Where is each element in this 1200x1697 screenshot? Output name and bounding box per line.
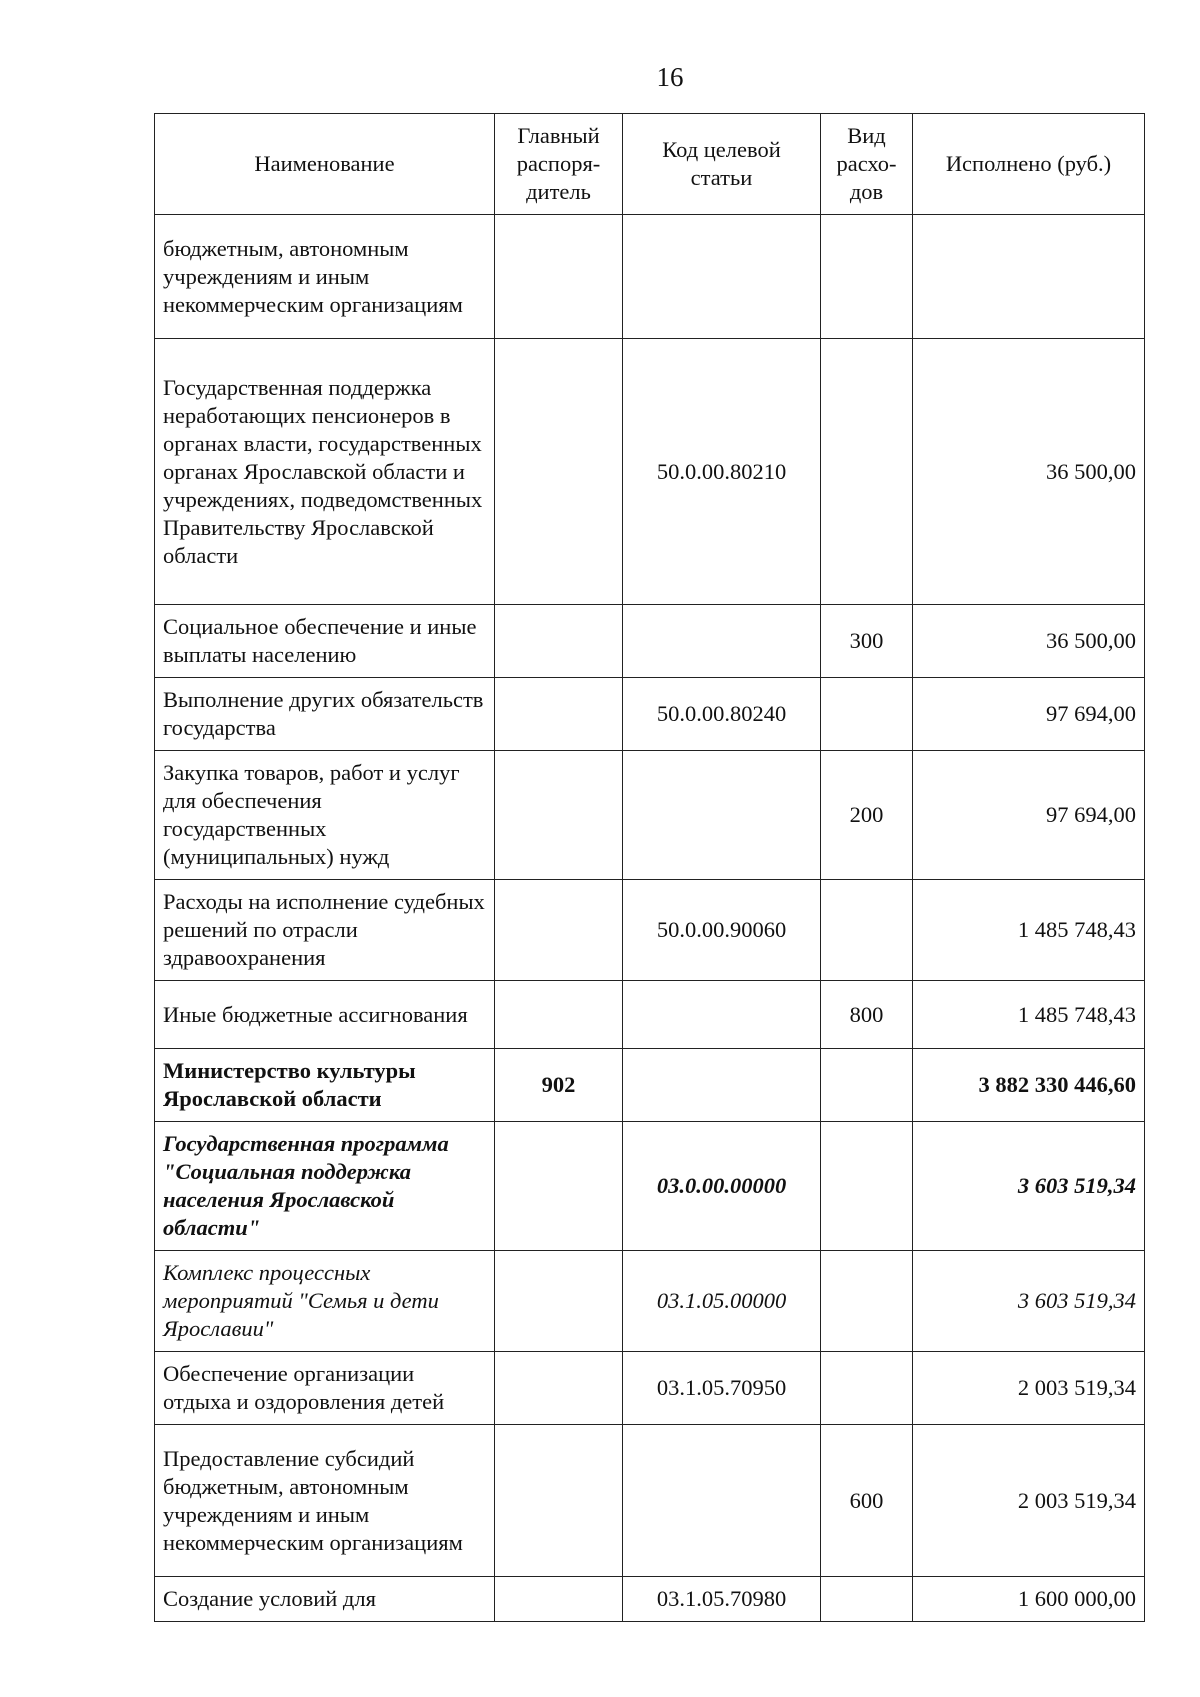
row-code (623, 215, 821, 339)
table-row (155, 751, 1145, 880)
header-executed: Исполнено (руб.) (913, 114, 1145, 215)
row-manager (495, 1425, 623, 1577)
row-code: 50.0.00.80210 (623, 339, 821, 605)
row-manager (495, 981, 623, 1049)
row-type (821, 880, 913, 981)
row-code: 50.0.00.90060 (623, 880, 821, 981)
row-type: 300 (821, 605, 913, 678)
row-code (623, 1425, 821, 1577)
row-code: 03.0.00.00000 (623, 1122, 821, 1251)
row-type: 600 (821, 1425, 913, 1577)
row-name: Комплекс процессных мероприятий "Семья и дети Ярославии" (155, 1251, 495, 1352)
row-name: Государственная программа "Социальная поддержка населения Ярославской области" (155, 1122, 495, 1251)
row-amount: 36 500,00 (913, 605, 1145, 678)
table-row (155, 678, 1145, 751)
row-amount: 3 603 519,34 (913, 1251, 1145, 1352)
table-row (155, 1352, 1145, 1425)
row-amount: 36 500,00 (913, 339, 1145, 605)
table-row (155, 1425, 1145, 1577)
row-type (821, 1251, 913, 1352)
row-code: 50.0.00.80240 (623, 678, 821, 751)
row-amount: 2 003 519,34 (913, 1352, 1145, 1425)
row-manager (495, 751, 623, 880)
row-name: Министерство культуры Ярославской области (155, 1049, 495, 1122)
row-amount (913, 215, 1145, 339)
row-amount: 97 694,00 (913, 678, 1145, 751)
row-code (623, 751, 821, 880)
table-row (155, 1122, 1145, 1251)
row-manager (495, 880, 623, 981)
row-type (821, 1352, 913, 1425)
table-row (155, 339, 1145, 605)
row-amount: 3 882 330 446,60 (913, 1049, 1145, 1122)
row-name: Государственная поддержка неработающих пенсионеров в органах власти, государственных органах Ярославской области и учреждениях, подведомственных Правительству Ярославской области (155, 339, 495, 605)
row-manager (495, 1122, 623, 1251)
row-type (821, 215, 913, 339)
row-name: Обеспечение организации отдыха и оздоровления детей (155, 1352, 495, 1425)
row-type (821, 339, 913, 605)
row-code (623, 981, 821, 1049)
row-code (623, 605, 821, 678)
header-manager: Главный распоря-дитель (495, 114, 623, 215)
row-name: Закупка товаров, работ и услуг для обеспечения государственных (муниципальных) нужд (155, 751, 495, 880)
row-type: 800 (821, 981, 913, 1049)
row-amount: 1 485 748,43 (913, 880, 1145, 981)
table-row (155, 1577, 1145, 1622)
row-name: Расходы на исполнение судебных решений по отрасли здравоохранения (155, 880, 495, 981)
row-name: Создание условий для (155, 1577, 495, 1622)
row-manager (495, 1352, 623, 1425)
row-amount: 1 485 748,43 (913, 981, 1145, 1049)
row-name: Иные бюджетные ассигнования (155, 981, 495, 1049)
row-code: 03.1.05.70980 (623, 1577, 821, 1622)
row-amount: 97 694,00 (913, 751, 1145, 880)
table-row (155, 1251, 1145, 1352)
budget-table (154, 113, 1145, 1622)
table-row (155, 605, 1145, 678)
header-code: Код целевой статьи (623, 114, 821, 215)
row-type (821, 1122, 913, 1251)
row-manager: 902 (495, 1049, 623, 1122)
row-code: 03.1.05.70950 (623, 1352, 821, 1425)
row-type (821, 1049, 913, 1122)
row-code (623, 1049, 821, 1122)
row-name: бюджетным, автономным учреждениям и иным некоммерческим организациям (155, 215, 495, 339)
row-name: Социальное обеспечение и иные выплаты населению (155, 605, 495, 678)
table-row (155, 981, 1145, 1049)
row-name: Предоставление субсидий бюджетным, автономным учреждениям и иным некоммерческим организациям (155, 1425, 495, 1577)
row-manager (495, 605, 623, 678)
header-name: Наименование (155, 114, 495, 215)
page-number: 16 (656, 62, 684, 92)
row-manager (495, 339, 623, 605)
table-header-row (155, 114, 1145, 215)
row-code: 03.1.05.00000 (623, 1251, 821, 1352)
table-row (155, 880, 1145, 981)
row-type: 200 (821, 751, 913, 880)
table-row (155, 215, 1145, 339)
row-manager (495, 1577, 623, 1622)
row-manager (495, 1251, 623, 1352)
header-type: Вид расхо-дов (821, 114, 913, 215)
row-amount: 2 003 519,34 (913, 1425, 1145, 1577)
table-row (155, 1049, 1145, 1122)
row-manager (495, 215, 623, 339)
row-manager (495, 678, 623, 751)
row-type (821, 678, 913, 751)
row-type (821, 1577, 913, 1622)
row-amount: 1 600 000,00 (913, 1577, 1145, 1622)
row-name: Выполнение других обязательств государства (155, 678, 495, 751)
row-amount: 3 603 519,34 (913, 1122, 1145, 1251)
